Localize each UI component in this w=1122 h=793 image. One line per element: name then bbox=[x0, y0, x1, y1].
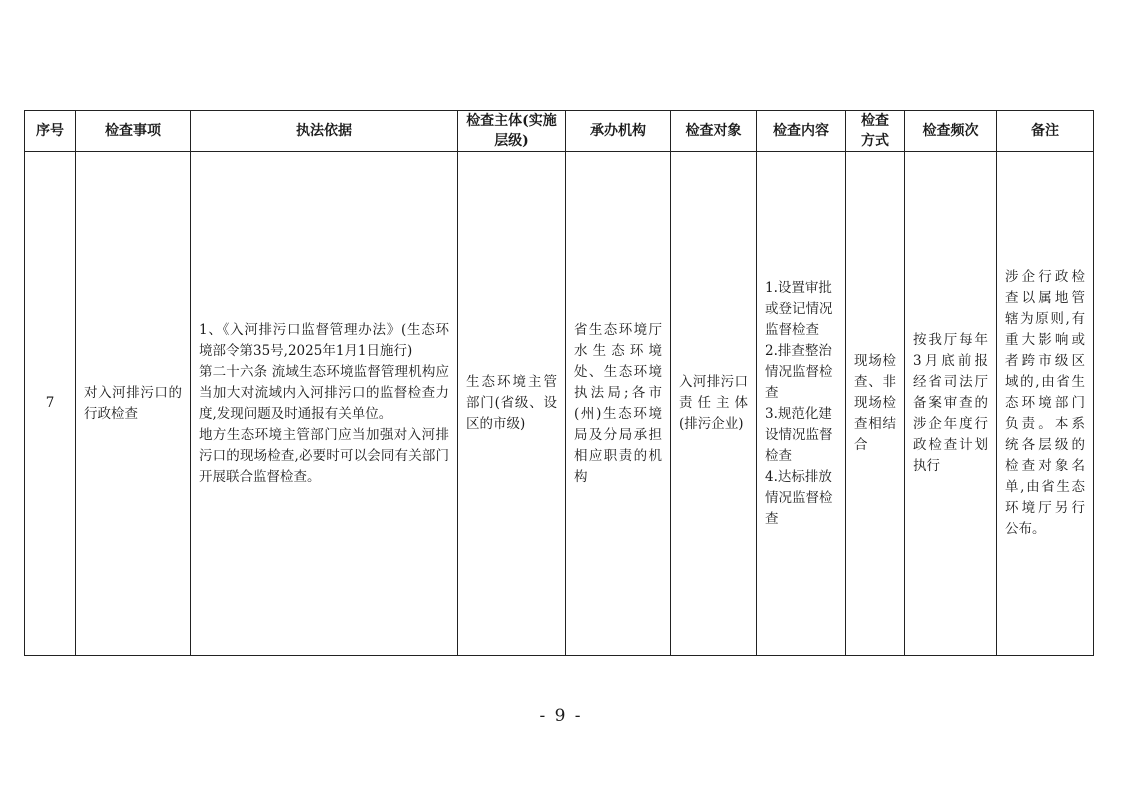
inspection-frequency: 按我厅每年3月底前报经省司法厅备案审查的涉企年度行政检查计划执行 bbox=[913, 332, 988, 474]
header-method: 检查方式 bbox=[846, 111, 905, 152]
inspection-method: 现场检查、非现场检查相结合 bbox=[854, 353, 896, 453]
cell-no bbox=[25, 152, 76, 656]
header-item: 检查事项 bbox=[76, 111, 191, 152]
inspection-item: 对入河排污口的行政检查 bbox=[84, 384, 182, 422]
inspection-subject: 生态环境主管部门(省级、设区的市级) bbox=[466, 374, 557, 432]
header-basis: 执法依据 bbox=[191, 111, 458, 152]
row-number: 7 bbox=[45, 395, 55, 411]
cell-agency bbox=[566, 152, 671, 656]
table-row bbox=[25, 152, 1094, 656]
inspection-target: 入河排污口责任主体(排污企业) bbox=[679, 374, 748, 432]
cell-remark bbox=[997, 152, 1094, 656]
page-number: - 9 - bbox=[539, 706, 583, 726]
legal-basis: 1、《入河排污口监督管理办法》(生态环境部令第35号,2025年1月1日施行) 第二十六条 流域生态环境监督管理机构应当加大对流域内入河排污口的监督检查力度,发现问题及时通报有关单位。 地方生态环境主管部门应当加强对入河排污口的现场检查,必要时可以会同有关部门开展联合监督检查。 bbox=[199, 321, 449, 485]
cell-method bbox=[846, 152, 905, 656]
cell-frequency bbox=[905, 152, 997, 656]
inspection-content: 1.设置审批或登记情况监督检查 2.排查整治情况监督检查 3.规范化建设情况监督检查 4.达标排放情况监督检查 bbox=[765, 279, 833, 527]
handling-agency: 省生态环境厅水生态环境处、生态环境执法局;各市(州)生态环境局及分局承担相应职责的机构 bbox=[574, 321, 662, 485]
header-no: 序号 bbox=[25, 111, 76, 152]
table-header-row bbox=[25, 111, 1094, 152]
cell-item bbox=[76, 152, 191, 656]
inspection-table bbox=[24, 110, 1094, 656]
cell-subject bbox=[458, 152, 566, 656]
cell-target bbox=[671, 152, 757, 656]
header-frequency: 检查频次 bbox=[905, 111, 997, 152]
header-subject: 检查主体(实施层级) bbox=[458, 111, 566, 152]
header-agency: 承办机构 bbox=[566, 111, 671, 152]
header-remark: 备注 bbox=[997, 111, 1094, 152]
remark-text: 涉企行政检查以属地管辖为原则,有重大影响或者跨市级区域的,由省生态环境部门负责。本系统各层级的检查对象名单,由省生态环境厅另行公布。 bbox=[1005, 269, 1085, 537]
cell-basis bbox=[191, 152, 458, 656]
cell-content bbox=[757, 152, 846, 656]
header-content: 检查内容 bbox=[757, 111, 846, 152]
header-target: 检查对象 bbox=[671, 111, 757, 152]
